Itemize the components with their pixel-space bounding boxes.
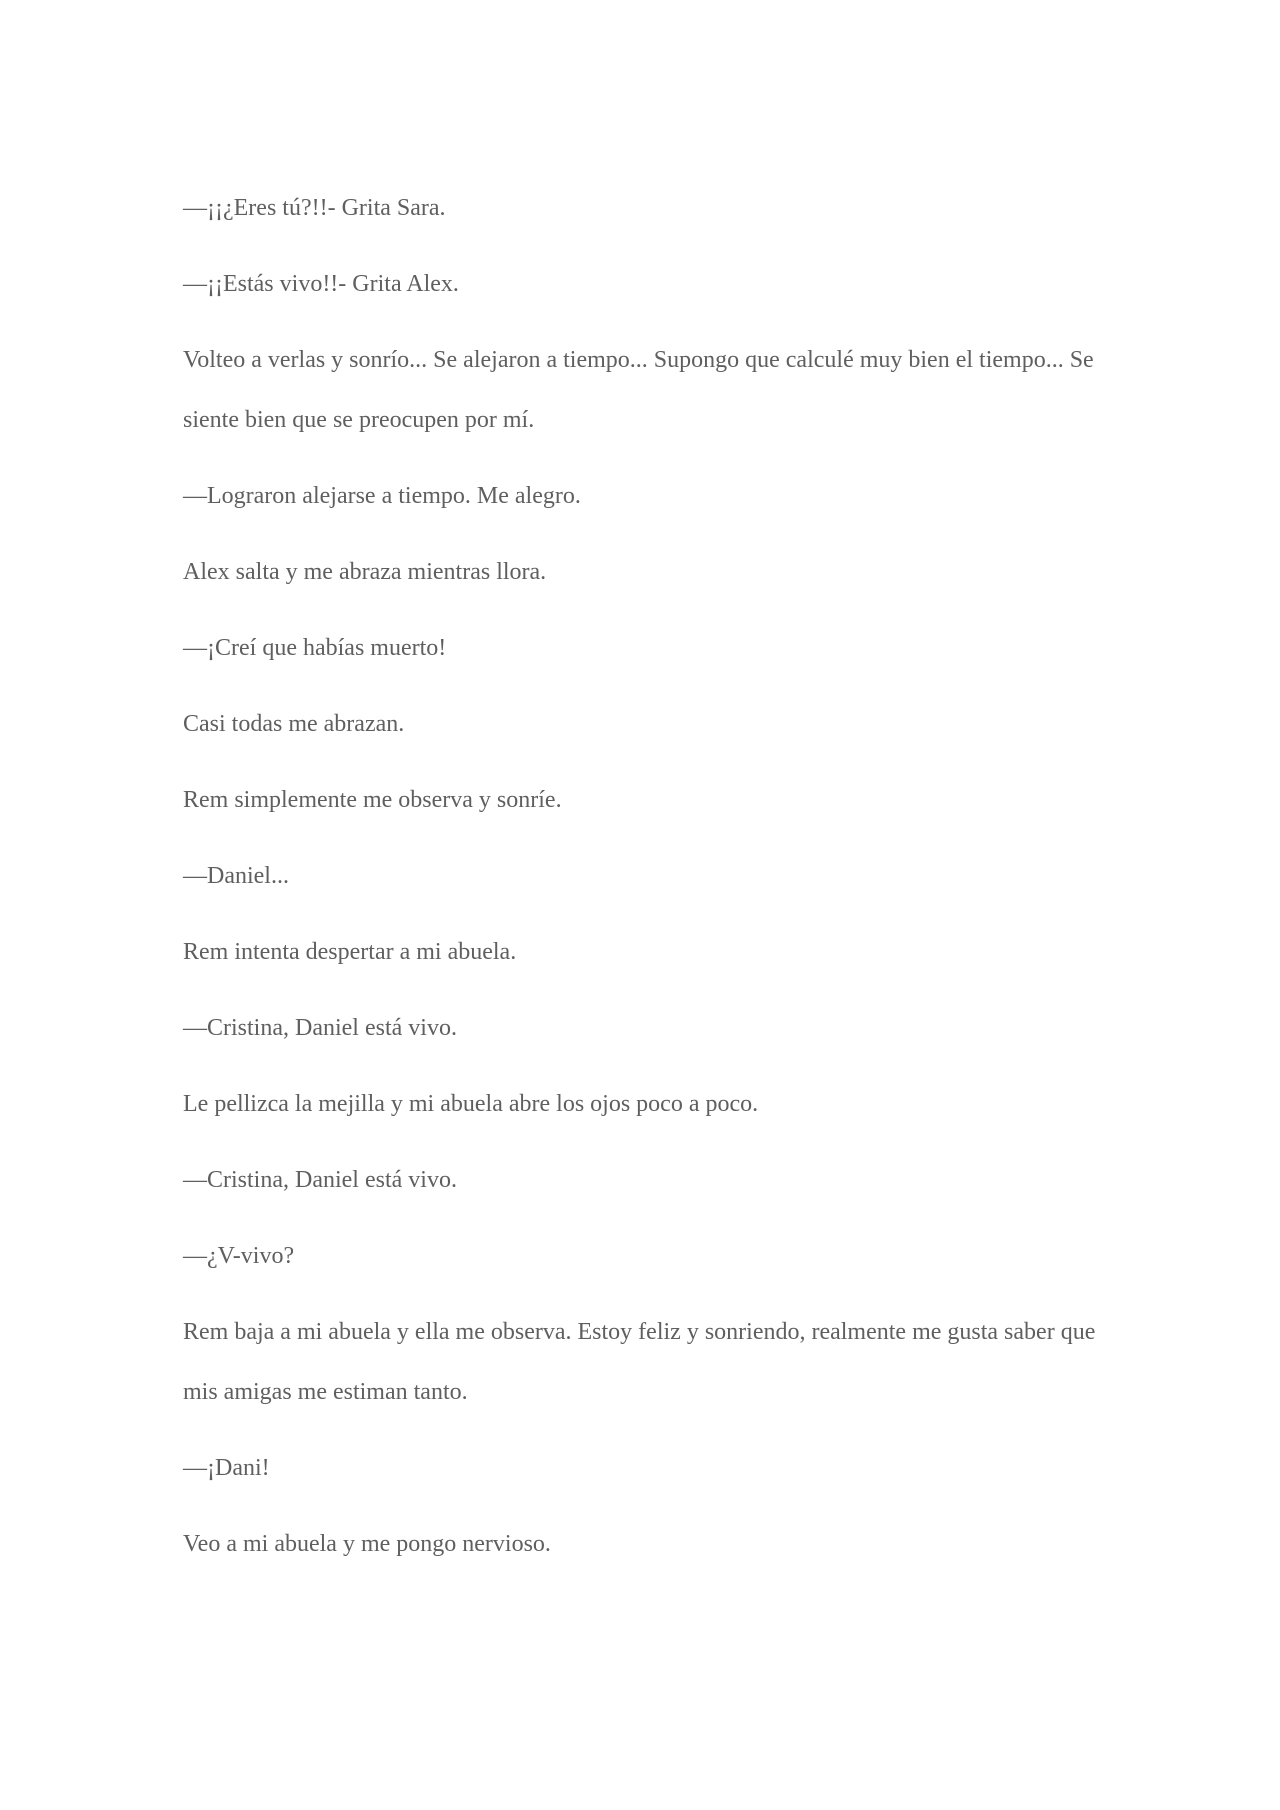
paragraph: Rem baja a mi abuela y ella me observa. Estoy feliz y sonriendo, realmente me gusta saber que mis amigas me estiman tanto. [183, 1319, 1096, 1405]
paragraph: Veo a mi abuela y me pongo nervioso. [183, 1531, 551, 1557]
paragraph: —¡Dani! [183, 1455, 270, 1481]
paragraph: —Daniel... [183, 863, 289, 889]
paragraph: Rem intenta despertar a mi abuela. [183, 939, 517, 965]
paragraph: —Cristina, Daniel está vivo. [183, 1015, 457, 1041]
paragraph: Alex salta y me abraza mientras llora. [183, 559, 547, 585]
paragraph: Casi todas me abrazan. [183, 711, 405, 737]
paragraph: —¡¡Estás vivo!!- Grita Alex. [183, 271, 459, 297]
paragraph: —¿V-vivo? [183, 1243, 295, 1269]
paragraph: —Lograron alejarse a tiempo. Me alegro. [183, 483, 581, 509]
paragraph: Le pellizca la mejilla y mi abuela abre los ojos poco a poco. [183, 1091, 759, 1117]
paragraph: —Cristina, Daniel está vivo. [183, 1167, 457, 1193]
document-body [183, 178, 1103, 1590]
paragraph: Rem simplemente me observa y sonríe. [183, 787, 562, 813]
paragraph: —¡Creí que habías muerto! [183, 635, 447, 661]
paragraph: —¡¡¿Eres tú?!!- Grita Sara. [183, 195, 446, 221]
paragraph: Volteo a verlas y sonrío... Se alejaron a tiempo... Supongo que calculé muy bien el tiempo... Se siente bien que se preocupen por mí. [183, 347, 1094, 433]
